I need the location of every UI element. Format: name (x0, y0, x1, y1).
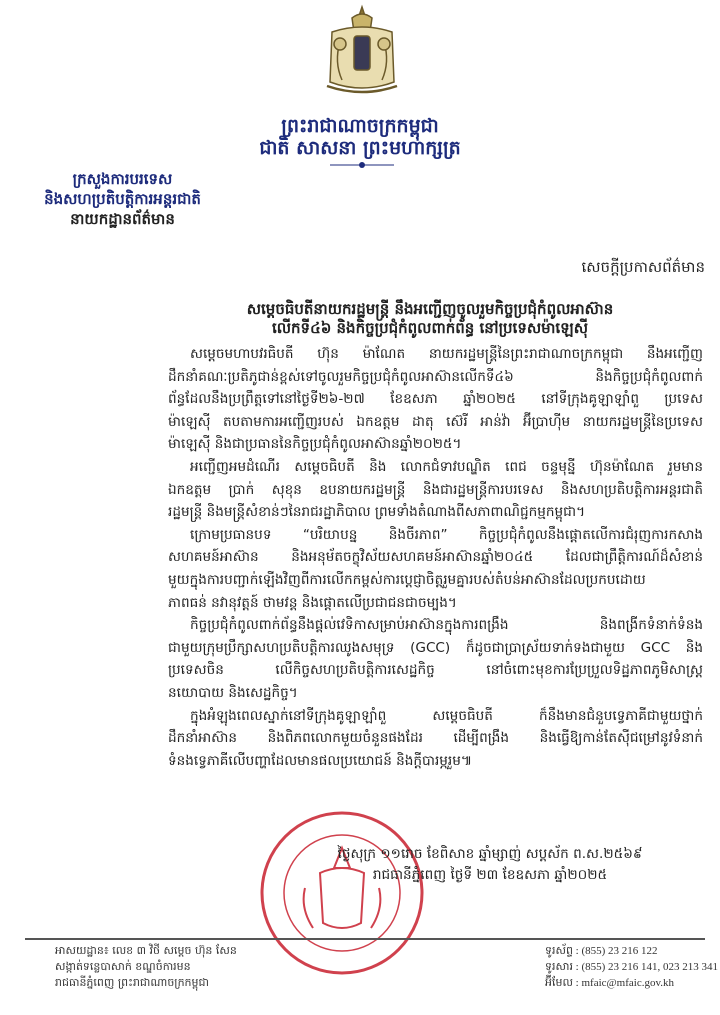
ministry-name-line2: និងសហប្រតិបត្តិការអន្តរជាតិ (44, 190, 201, 208)
paragraph-line: មួយក្នុងការបញ្ជាក់ឡើងវិញពីការលើកកម្ពស់ការប្ដេជ្ញាចិត្តរួមគ្នារបស់តំបន់អាស៊ានដែលប្រកបដោយ (168, 571, 646, 588)
document-type: សេចក្ដីប្រកាសព័ត៌មាន (581, 258, 705, 276)
address-line: សង្កាត់ទន្លេបាសាក់ ខណ្ឌចំការមន (55, 960, 191, 973)
paragraph-line: ក្រោមប្រធានបទ “បរិយាបន្ន និងចីរភាព” កិច្ចប្រជុំកំពូលនឹងផ្ដោតលើការជំរុញការកសាង (190, 526, 703, 543)
royal-emblem-icon (312, 2, 412, 97)
department-name: នាយកដ្ឋានព័ត៌មាន (70, 210, 175, 228)
paragraph-line: ឯកឧត្តម ប្រាក់ សុខុន ឧបនាយករដ្ឋមន្ត្រី និងជារដ្ឋមន្ត្រីការបរទេស និងសហប្រតិបត្តិការអន្តរជាតិ (168, 481, 703, 498)
paragraph-line: កិច្ចប្រជុំកំពូលពាក់ព័ន្ធនឹងផ្ដល់វេទិកាសម្រាប់អាស៊ានក្នុងការពង្រឹង និងពង្រីកទំនាក់ទំនង (190, 617, 703, 634)
paragraph-line: អញ្ជើញអមដំណើរ សម្ដេចធិបតី និង លោកជំទាវបណ្ឌិត ពេជ ចន្ទមុន្នី ហ៊ុនម៉ាណែត រួមមាន (190, 458, 703, 475)
address-line: អាសយដ្ឋាន៖ លេខ ៣ វិថី សម្ដេច ហ៊ុន សែន (55, 944, 237, 957)
footer-divider (25, 938, 705, 940)
paragraph-line: ភាពធន់ នវានុវត្តន៍ ថាមវន្ត និងផ្ដោតលើប្រជាជនជាចម្បង។ (168, 594, 457, 611)
paragraph-line: រដ្ឋមន្ត្រី និងមន្ត្រីសំខាន់ៗនៃរាជរដ្ឋាភិបាល ព្រមទាំងតំណាងពីសភាពាណិជ្ជកម្មកម្ពុជា។ (168, 504, 586, 521)
headline-line1: សម្ដេចធិបតីនាយករដ្ឋមន្ត្រី នឹងអញ្ជើញចូលរួមកិច្ចប្រជុំកំពូលអាស៊ាន (246, 300, 614, 318)
national-motto: ជាតិ សាសនា ព្រះមហាក្សត្រ (259, 137, 461, 159)
paragraph-line: ព័ន្ធដែលនឹងប្រព្រឹត្តទៅនៅថ្ងៃទី២៦-២៧ ខែឧសភា ឆ្នាំ២០២៥ នៅទីក្រុងគូឡាឡាំពួ ប្រទេស (168, 391, 703, 408)
press-release-body (168, 343, 703, 772)
headline-line2: លើកទី៤៦ និងកិច្ចប្រជុំកំពូលពាក់ព័ន្ធ នៅប្រទេសម៉ាឡេស៊ី (271, 319, 588, 337)
fax-number: ទូរសារ : (855) 23 216 141, 023 213 341 (545, 961, 719, 973)
address-line: រាជធានីភ្នំពេញ ព្រះរាជាណាចក្រកម្ពុជា (55, 976, 209, 989)
paragraph-line: ម៉ាឡេស៊ី តបតាមការអញ្ជើញរបស់ ឯកឧត្តម ដាតុ ស៊េរី អាន់វ៉ា អ៊ីប្រាហ៊ីម នាយករដ្ឋមន្ត្រីនៃប្រទេស (168, 413, 703, 430)
paragraph-line: នយោបាយ និងសេដ្ឋកិច្ច។ (168, 684, 298, 701)
official-seal-icon (255, 808, 430, 978)
kingdom-name: ព្រះរាជាណាចក្រកម្ពុជា (281, 115, 439, 137)
solar-date: រាជធានីភ្នំពេញ ថ្ងៃទី ២៣ ខែឧសភា ឆ្នាំ២០២៥ (372, 867, 608, 883)
phone-number: ទូរស័ព្ទ : (855) 23 216 122 (545, 945, 658, 957)
lunar-date: ថ្ងៃសុក្រ ១១រោច ខែពិសាខ ឆ្នាំម្សាញ់ សប្តស័ក ព.ស.២៥៦៩ (337, 846, 643, 862)
paragraph-line: ក្នុងអំឡុងពេលស្នាក់នៅទីក្រុងគូឡាឡាំពួ សម្ដេចធិបតី ក៏នឹងមានជំនួបទ្វេភាគីជាមួយថ្នាក់ (190, 707, 703, 724)
paragraph-line: ប្រទេសចិន លើកិច្ចសហប្រតិបត្តិការសេដ្ឋកិច្ច នៅចំពោះមុខការប្រែប្រួលទិដ្ឋភាពភូមិសាស្ត្រ (168, 662, 703, 679)
paragraph-line: ម៉ាឡេស៊ី និងជាប្រធាននៃកិច្ចប្រជុំកំពូលអាស៊ានឆ្នាំ២០២៥។ (168, 436, 462, 453)
footer-contact (545, 943, 718, 991)
footer-address (55, 943, 237, 991)
paragraph-line: ជាមួយក្រុមប្រឹក្សាសហប្រតិបត្តិការឈូងសមុទ្រ (GCC) ក៏ដូចជាប្រាស្រ័យទាក់ទងជាមួយ GCC និង (168, 639, 703, 656)
paragraph-line: ដឹកនាំគណៈប្រតិភូជាន់ខ្ពស់ទៅចូលរួមកិច្ចប្រជុំកំពូលអាស៊ានលើកទី៤៦ និងកិច្ចប្រជុំកំពូលពាក់ (168, 368, 703, 385)
paragraph-line: សម្ដេចមហាបវរធិបតី ហ៊ុន ម៉ាណែត នាយករដ្ឋមន្ត្រីនៃព្រះរាជាណាចក្រកម្ពុជា នឹងអញ្ជើញ (190, 346, 703, 362)
paragraph-line: សហគមន៍អាស៊ាន និងអនុម័តចក្ខុវិស័យសហគមន៍អាស៊ានឆ្នាំ២០៤៥ ដែលជាព្រឹត្តិការណ៍ដ៏សំខាន់ (168, 549, 703, 566)
email-address[interactable]: អ៊ីមែល : mfaic@mfaic.gov.kh (545, 977, 674, 989)
divider-ornament-icon (330, 160, 394, 170)
paragraph-line: ដឹកនាំអាស៊ាន និងពិភពលោកមួយចំនួនផងដែរ ដើម្បីពង្រឹង និងធ្វើឱ្យកាន់តែស៊ីជម្រៅនូវទំនាក់ (168, 730, 703, 747)
paragraph-line: ទំនងទ្វេភាគីលើបញ្ហាដែលមានផលប្រយោជន៍ និងក្ដីបារម្ភរួម៕ (168, 752, 473, 769)
ministry-name-line1: ក្រសួងការបរទេស (72, 170, 173, 188)
